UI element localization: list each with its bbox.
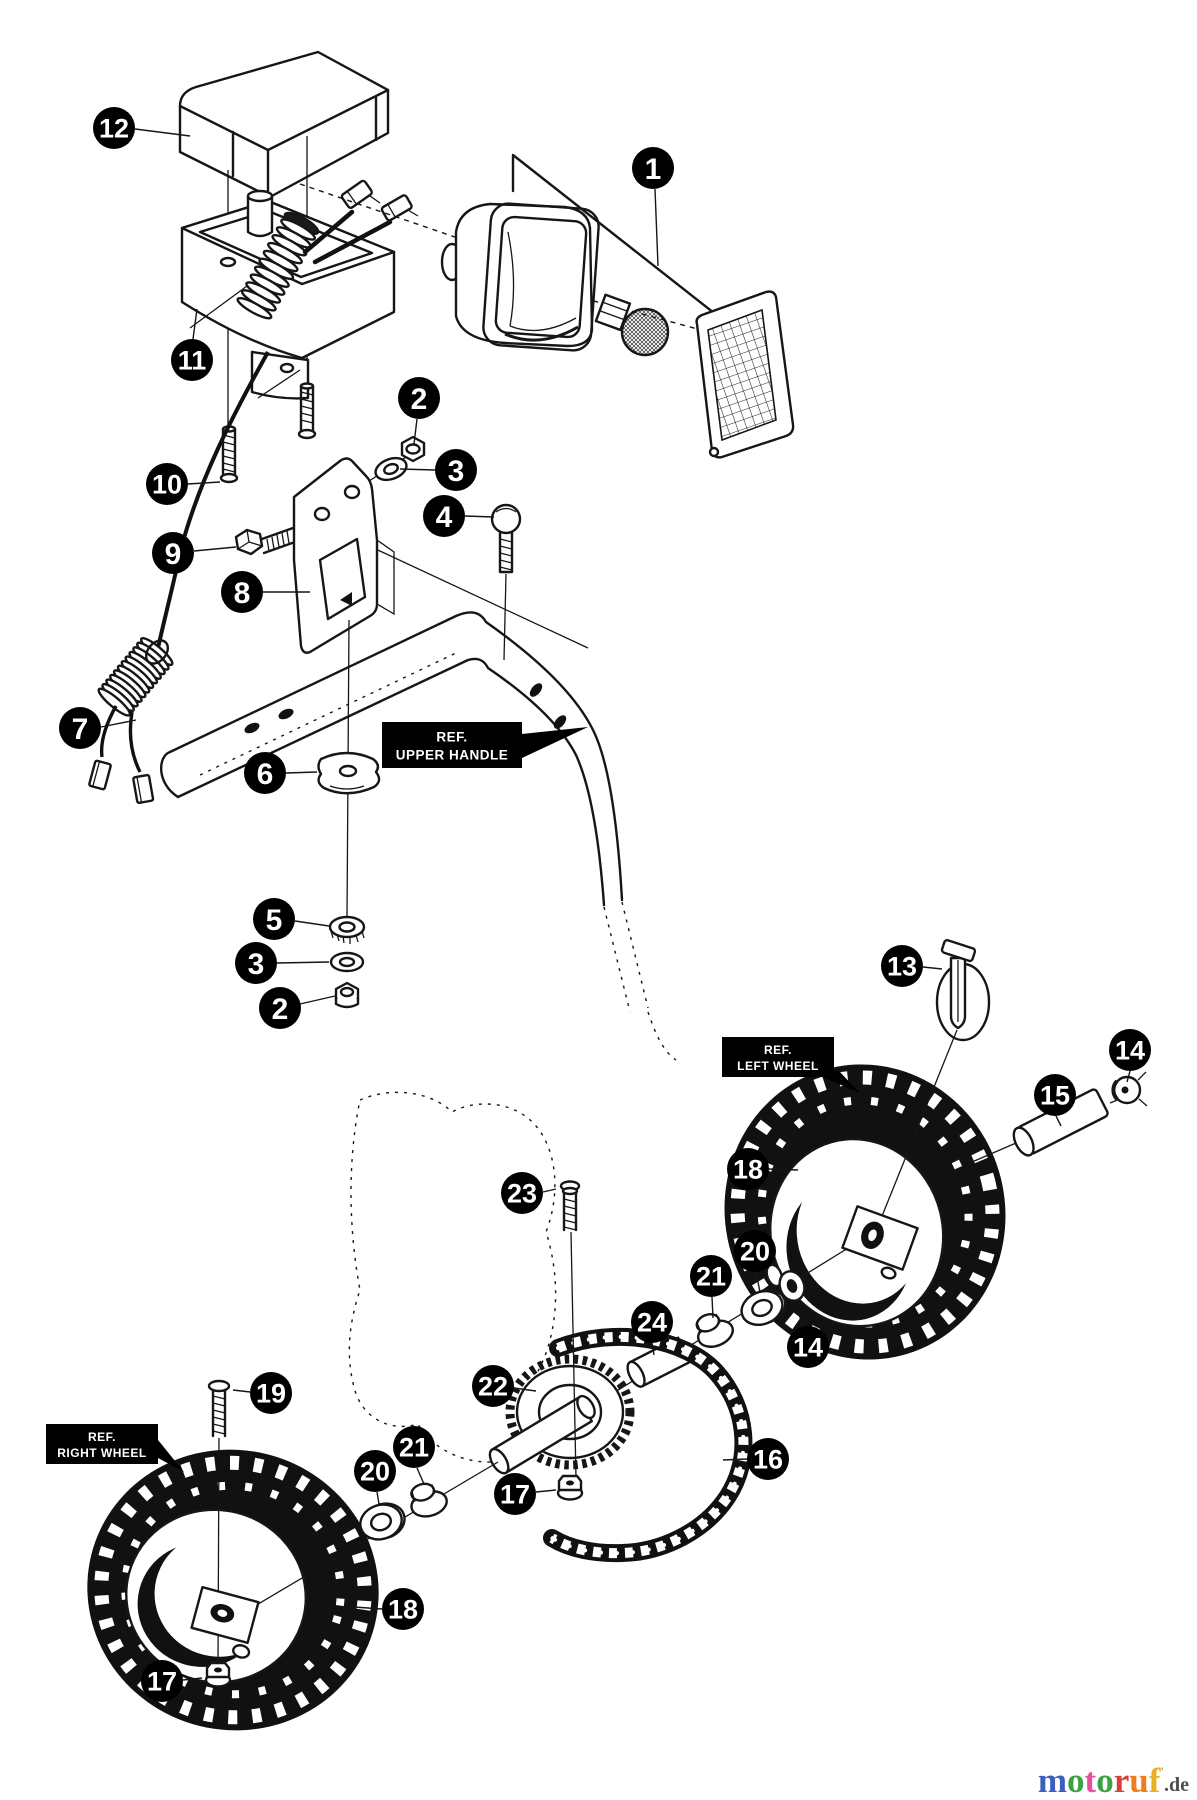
svg-text:8: 8 [233,576,251,610]
clamp-part-6 [319,753,380,793]
upper-handle-tube [161,612,676,1060]
svg-text:2: 2 [410,382,428,416]
bulb [596,295,668,355]
callout-21 [690,1255,732,1318]
motoruf-logo [1038,1763,1189,1798]
callout-4 [423,495,494,537]
svg-text:1: 1 [644,152,662,186]
logo-letter: o [1096,1761,1114,1800]
bolt-part-19 [209,1381,229,1436]
ref-label-right-wheel [46,1424,184,1472]
headlight-cover-part-12 [180,52,388,197]
logo-letter: m [1037,1761,1068,1800]
svg-text:3: 3 [247,947,265,981]
svg-text:15: 15 [1039,1080,1071,1111]
svg-text:6: 6 [256,757,274,791]
lens [697,292,794,458]
headlight-unit-part-1 [442,152,793,457]
svg-text:20: 20 [739,1236,771,1267]
svg-text:23: 23 [506,1178,538,1209]
svg-text:REF.: REF. [436,729,468,745]
logo-letter: f [1148,1761,1161,1800]
callout-11 [171,309,213,381]
ring-pin-part-13 [937,939,989,1040]
svg-text:17: 17 [499,1479,531,1510]
svg-text:21: 21 [695,1261,727,1292]
nut-part-17-right [206,1663,230,1687]
svg-text:LEFT WHEEL: LEFT WHEEL [737,1058,819,1073]
callout-3 [235,942,329,984]
callout-19 [233,1372,292,1414]
callout-6 [244,752,317,794]
nut-part-2-lower [336,983,358,1007]
svg-text:22: 22 [477,1371,509,1402]
svg-text:4: 4 [435,500,453,534]
callout-21 [393,1426,435,1484]
logo-tld: .de [1164,1774,1189,1796]
svg-text:REF.: REF. [87,1429,117,1444]
clip-part-14-right [1113,1072,1147,1106]
logo-letter: u [1129,1761,1149,1800]
washer-part-3-lower [331,953,363,971]
callout-13 [881,945,942,987]
svg-text:14: 14 [792,1332,824,1363]
svg-text:2: 2 [271,992,289,1026]
nut-part-21-right [406,1479,450,1521]
callout-9 [152,532,236,574]
svg-text:5: 5 [265,903,283,937]
svg-text:10: 10 [151,469,183,500]
nut-part-21-left [691,1307,737,1351]
callout-2 [259,987,335,1029]
svg-text:21: 21 [398,1432,430,1463]
svg-text:20: 20 [359,1456,391,1487]
callout-2 [398,377,440,444]
logo-letter: o [1067,1761,1085,1800]
svg-text:16: 16 [752,1444,784,1475]
svg-text:UPPER HANDLE: UPPER HANDLE [395,747,509,763]
svg-text:9: 9 [164,537,182,571]
svg-text:11: 11 [177,345,207,376]
ref-labels [46,722,860,1472]
callout-23 [501,1172,556,1214]
callout-17 [494,1473,556,1515]
bracket-part-8 [294,459,394,653]
callout-1 [632,147,674,266]
callout-12 [93,107,190,149]
callout-5 [253,898,329,940]
svg-text:REF.: REF. [763,1042,793,1057]
svg-text:18: 18 [387,1594,419,1625]
svg-text:17: 17 [146,1666,178,1697]
svg-text:3: 3 [447,454,465,488]
svg-text:12: 12 [98,113,130,144]
bulb-socket [248,191,272,236]
svg-text:14: 14 [1114,1035,1146,1066]
svg-text:19: 19 [255,1378,287,1409]
svg-text:7: 7 [71,712,89,746]
bolt-part-4 [352,505,588,660]
svg-text:RIGHT WHEEL: RIGHT WHEEL [57,1445,147,1460]
nut-part-17-center [558,1476,582,1500]
svg-text:13: 13 [886,951,918,982]
logo-letter: t [1084,1761,1097,1800]
logo-letter: ' [1160,1764,1164,1779]
washer-part-5 [330,917,364,944]
logo-letter: r [1113,1761,1130,1800]
callout-20 [354,1450,396,1504]
svg-text:24: 24 [636,1307,668,1338]
svg-text:18: 18 [732,1154,764,1185]
